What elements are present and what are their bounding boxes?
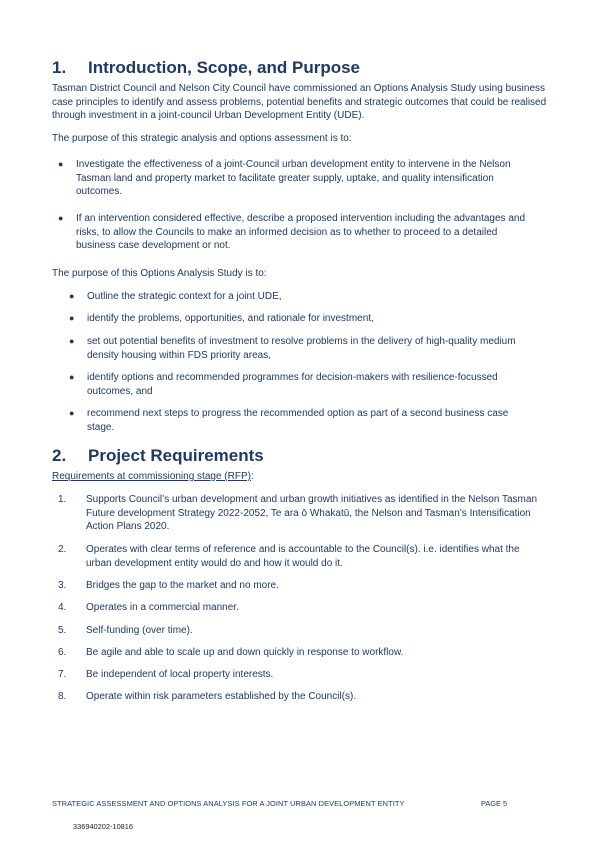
section-2-number: 2.	[52, 446, 67, 465]
document-page: 1. Introduction, Scope, and Purpose Tasman District Council and Nelson City Council have commissioned an Options Analysis Study using business case principles to identify and assess problems, potential benefits and strategic outcomes that could be realised through investment in a joint-council Urban Development Entity (UDE). The purpose of this strategic analysis and options assessment is to: ● Investigate the effectiveness of a joint-Council urban development entity to intervene in the Nelson Tasman land and property market to facilitate greater supply, uptake, and quality intensification outcomes. ● If an intervention considered effective, describe a proposed intervention including the advantages and risks, to allow the Councils to make an informed decision as to whether to proceed to a detailed business case development or not. The purpose of this Options Analysis Study is to: ● Outline the strategic context for a joint UDE, ● identify the problems, opportunities, and rationale for investment, ● set out potential benefits of investment to resolve problems in the delivery of high-quality medium density housing within FDS priority areas, ● identify options and recommended programmes for decision-makers with resilience-focussed outcomes, and ● recommend next steps to progress the recommended option as part of a second business case stage. 2. Project Requirements Requirements at commissioning stage (RFP): 1. Supports Council’s urban development and urban growth initiatives as identified in the Nelson Tasman Future development Strategy 2022-2052, Te ara ō Whakatū, the Nelson and Tasman’s Intensification Action Plans 2020. 2. Operates with clear terms of reference and is accountable to the Council(s). i.e. identifies what the urban development entity would do and how it would do it. 3. Bridges the gap to the market and no more. 4. Operates in a commercial manner. 5. Self-funding (over time). 6. Be agile and able to scale up and down quickly in response to workflow. 7. Be independent of local property interests. 8. Operate within risk parameters established by the Council(s). STRATEGIC ASSESSMENT AND OPTIONS ANALYSIS FOR A JOINT URBAN DEVELOPMENT ENTITY PAGE 5 336940202-10816	[0, 0, 605, 855]
bullet-dot-icon: ●	[69, 291, 75, 301]
requirements-subheading: Requirements at commissioning stage (RFP):	[52, 471, 254, 482]
strategic-purpose-lead: The purpose of this strategic analysis and options assessment is to:	[52, 133, 352, 144]
bullet-dot-icon: ●	[69, 372, 75, 382]
section-1-title: Introduction, Scope, and Purpose	[88, 58, 361, 77]
bullet-dot-icon: ●	[69, 408, 75, 418]
bullet-dot-icon: ●	[58, 213, 64, 223]
bullet-dot-icon: ●	[69, 336, 75, 346]
bullet-dot-icon: ●	[69, 313, 75, 323]
bullet-dot-icon: ●	[58, 159, 64, 169]
section-1-heading	[52, 58, 360, 78]
page-number: PAGE 5	[481, 799, 508, 808]
footer-title: STRATEGIC ASSESSMENT AND OPTIONS ANALYSIS FOR A JOINT URBAN DEVELOPMENT ENTITY	[52, 799, 405, 808]
document-id: 336940202-10816	[73, 822, 134, 831]
section-1-number: 1.	[52, 58, 67, 77]
section-2-title: Project Requirements	[88, 446, 264, 465]
section-2-heading	[52, 446, 264, 466]
intro-paragraph: Tasman District Council and Nelson City Council have commissioned an Options Analysis Study using business case principles to identify and assess problems, potential benefits and strategic outcomes that could be realised through investment in a joint-council Urban Development Entity (UDE).	[52, 83, 547, 122]
study-purpose-lead: The purpose of this Options Analysis Study is to:	[52, 268, 267, 279]
